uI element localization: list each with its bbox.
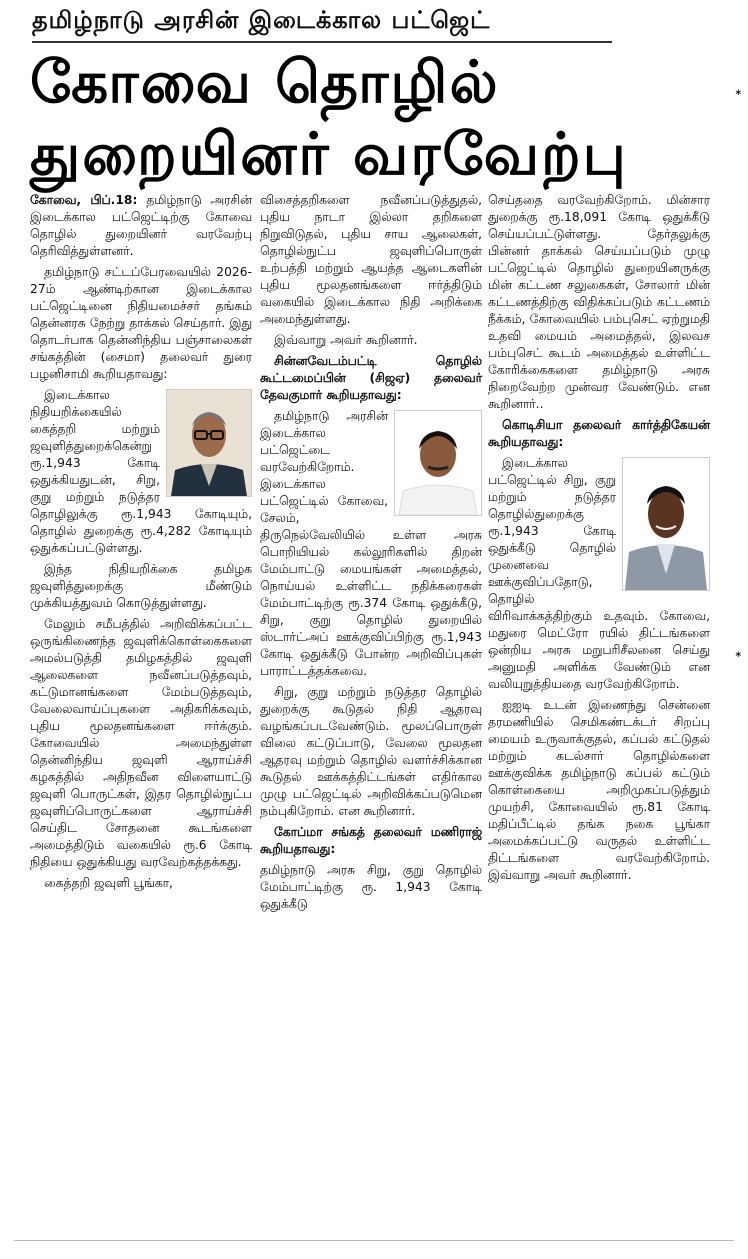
paragraph: தமிழ்நாடு அரசு சிறு, குறு தொழில் மேம்பாட்டிற்கு ரூ. 1,943 கோடி ஒதுக்கீடு — [260, 863, 482, 911]
speaker-lead: கோப்மா சங்கத் தலைவர் மணிராஜ் கூறியதாவது: — [260, 825, 482, 856]
paragraph: தமிழ்நாடு அரசின் இடைக்கால பட்ஜெட்டை வரவேற்கிறோம். இடைக்கால பட்ஜெட்டில் கோவை, சேலம், திருநெல்வேலியில் உள்ள அரசு பொறியியல் கல்லூரிகளில் திறன் மேம்பாட்டு மையங்கள் அமைத்தல், நொய்யல் உள்ளிட்ட நதிக்கரைகள் மேம்பாட்டிற்கு ரூ.374 கோடி ஒதுக்கீடு, சிறு, குறு தொழில் துறையில் ஸ்டார்ட்அப் ஊக்குவிப்பிற்கு ரூ.1,943 கோடி ஒதுக்கீடு போன்ற அறிவிப்புகள் பாராட்டத்தக்கவை. — [260, 409, 482, 678]
edge-mark: ∗ — [734, 650, 742, 660]
headline-line-2: துறையினர் வரவேற்பு — [30, 120, 628, 188]
paragraph: இடைக்கால நிதியறிக்கையில் கைத்தறி மற்றும் ஜவுளித்துறைக்கென்று ரூ.1,943 கோடி ஒதுக்கியதுடன், சிறு, குறு மற்றும் நடுத்தர தொழிலுக்கு ரூ.1,943 கோடியும், தொழில் துறைக்கு ரூ.4,282 கோடியும் ஒதுக்கப்பட்டுள்ளது. — [30, 388, 252, 555]
paragraph: இடைக்கால பட்ஜெட்டில் சிறு, குறு மற்றும் நடுத்தர தொழில்துறைக்கு ரூ.1,943 கோடி ஒதுக்கீடு தொழில் முனைவை ஊக்குவிப்பதோடு, தொழில் விரிவாக்கத்திற்கும் உதவும். கோவை, மதுரை மெட்ரோ ரயில் திட்டங்களை ஒன்றிய அரசு மறுபரிசீலனை செய்து அனுமதி அளிக்க வேண்டும் என வலியுறுத்தியதை வரவேற்கிறோம். — [488, 456, 710, 691]
paragraph: ஐஐடி உடன் இணைந்து சென்னை தரமணியில் செமிகண்டக்டர் சிறப்பு மையம் உருவாக்குதல், கப்பல் கட்டுதல் மற்றும் கடல்சார் தொழில்களை ஊக்குவிக்க தமிழ்நாடு கப்பல் கட்டும் கொள்கையை அறிமுகப்படுத்தும் முயற்சி, கோவையில் ரூ.81 கோடி மதிப்பீட்டில் தங்க நகை பூங்கா அமைக்கப்பட்டு வருதல் உள்ளிட்ட திட்டங்களை வரவேற்கிறோம். இவ்வாறு அவர் கூறினார். — [488, 698, 710, 882]
topic-label: தமிழ்நாடு அரசின் இடைக்கால பட்ஜெட் — [32, 6, 612, 43]
paragraph: இவ்வாறு அவர் கூறினார். — [274, 333, 418, 347]
portrait-photo-devakumar — [394, 410, 482, 516]
dateline: கோவை, பிப்.18: — [30, 193, 138, 207]
article-column-1 — [30, 192, 252, 896]
headline-line-1: கோவை தொழில் — [30, 48, 500, 116]
paragraph: கைத்தறி ஜவுளி பூங்கா, — [44, 876, 173, 890]
paragraph: தமிழ்நாடு அரசின் இடைக்கால பட்ஜெட்டிற்கு கோவை தொழில் துறையினர் வரவேற்பு தெரிவித்துள்ளனர். — [30, 193, 252, 258]
article-column-2 — [260, 192, 482, 917]
portrait-photo-duraipalanisamy — [166, 389, 252, 497]
paragraph: விசைத்தறிகளை நவீனப்படுத்துதல், புதிய நாடா இல்லா தறிகளை நிறுவிடுதல், புதிய சாய ஆலைகள், தொழில்நுட்ப ஜவுளிப்பொருள் உற்பத்தி மற்றும் ஆயத்த ஆடைகளின் புதிய மூலதனங்களை ஈர்த்திடும் வகையில் இடைக்கால நிதி அறிக்கை அமைந்துள்ளது. — [260, 193, 482, 326]
paragraph: சிறு, குறு மற்றும் நடுத்தர தொழில் துறைக்கு கூடுதல் நிதி ஆதரவு வழங்கப்படவேண்டும். மூலப்பொருள் விலை கட்டுப்பாடு, வேலை மூலதன ஆதரவு மற்றும் தொழில் வளர்ச்சிக்கான கூடுதல் ஊக்கத்திட்டங்கள் எதிர்கால முழு பட்ஜெட்டில் அறிவிக்கப்படுமென நம்புகிறோம். என கூறினார். — [260, 685, 482, 818]
edge-mark: ∗ — [734, 88, 742, 98]
paragraph: செய்ததை வரவேற்கிறோம். மின்சார துறைக்கு ரூ.18,091 கோடி ஒதுக்கீடு செய்யப்பட்டுள்ளது. தேர்தலுக்கு பின்னர் தாக்கல் செய்யப்படும் முழு பட்ஜெட்டில் தொழில் துறையினருக்கு மின் கட்டண சலுகைகள், சோலார் மின் கட்டணத்திற்கு விதிக்கப்படும் கட்டணம் நீக்கம், கோவையில் பம்புசெட் ஏற்றுமதி உதவி மையம் அமைத்தல், இலவச பம்புசெட் கூடம் அமைத்தல் உள்ளிட்ட கோரிக்கைகளை தமிழ்நாடு அரசு நிறைவேற்ற முன்வர வேண்டும். என கூறினார்.. — [488, 193, 710, 411]
speaker-lead: கொடிசியா தலைவர் கார்த்திகேயன் கூறியதாவது: — [488, 418, 710, 449]
paragraph: தமிழ்நாடு சட்டப்பேரவையில் 2026-27ம் ஆண்டிற்கான இடைக்கால பட்ஜெட்டினை நிதியமைச்சர் தங்கம் தென்னரசு நேற்று தாக்கல் செய்தார். இது தொடர்பாக தென்னிந்திய பஞ்சாலைகள் சங்கத்தின் (சைமா) தலைவர் துரை பழனிசாமி கூறியதாவது: — [30, 265, 252, 381]
paragraph: மேலும் சமீபத்தில் அறிவிக்கப்பட்ட ஒருங்கிணைந்த ஜவுளிக்கொள்கைகளை அமல்படுத்தி தமிழகத்தில் ஜவுளி ஆலைகளை நவீனப்படுத்தவும், கட்டுமானங்களை மேம்படுத்தவும், வேலைவாய்ப்புகளை அதிகரிக்கவும், புதிய மூலதனங்களை ஈர்க்கும். கோவையில் அமைந்துள்ள தென்னிந்திய ஜவுளி ஆராய்ச்சி கழகத்தில் அதிநவீன விளையாட்டு ஜவுளி பொருட்கள், இதர தொழில்நுட்ப ஜவுளிப்பொருட்களை ஆராய்ச்சி செய்திட சோதனை கூடங்களை அமைத்திடும் வகையில் ரூ.6 கோடி நிதியை ஒதுக்கியது வரவேற்கத்தக்கது. — [30, 617, 252, 869]
paragraph: இந்த நிதியறிக்கை தமிழக ஜவுளித்துறைக்கு மீண்டும் முக்கியத்துவம் கொடுத்துள்ளது. — [30, 562, 252, 610]
article-column-3 — [488, 192, 710, 888]
bottom-rule — [14, 1240, 734, 1241]
speaker-lead: சின்னவேடம்பட்டி தொழில் கூட்டமைப்பின் (சிஜஏ) தலைவர் தேவகுமார் கூறியதாவது: — [260, 354, 482, 402]
portrait-photo-karthikeyan — [622, 457, 710, 591]
